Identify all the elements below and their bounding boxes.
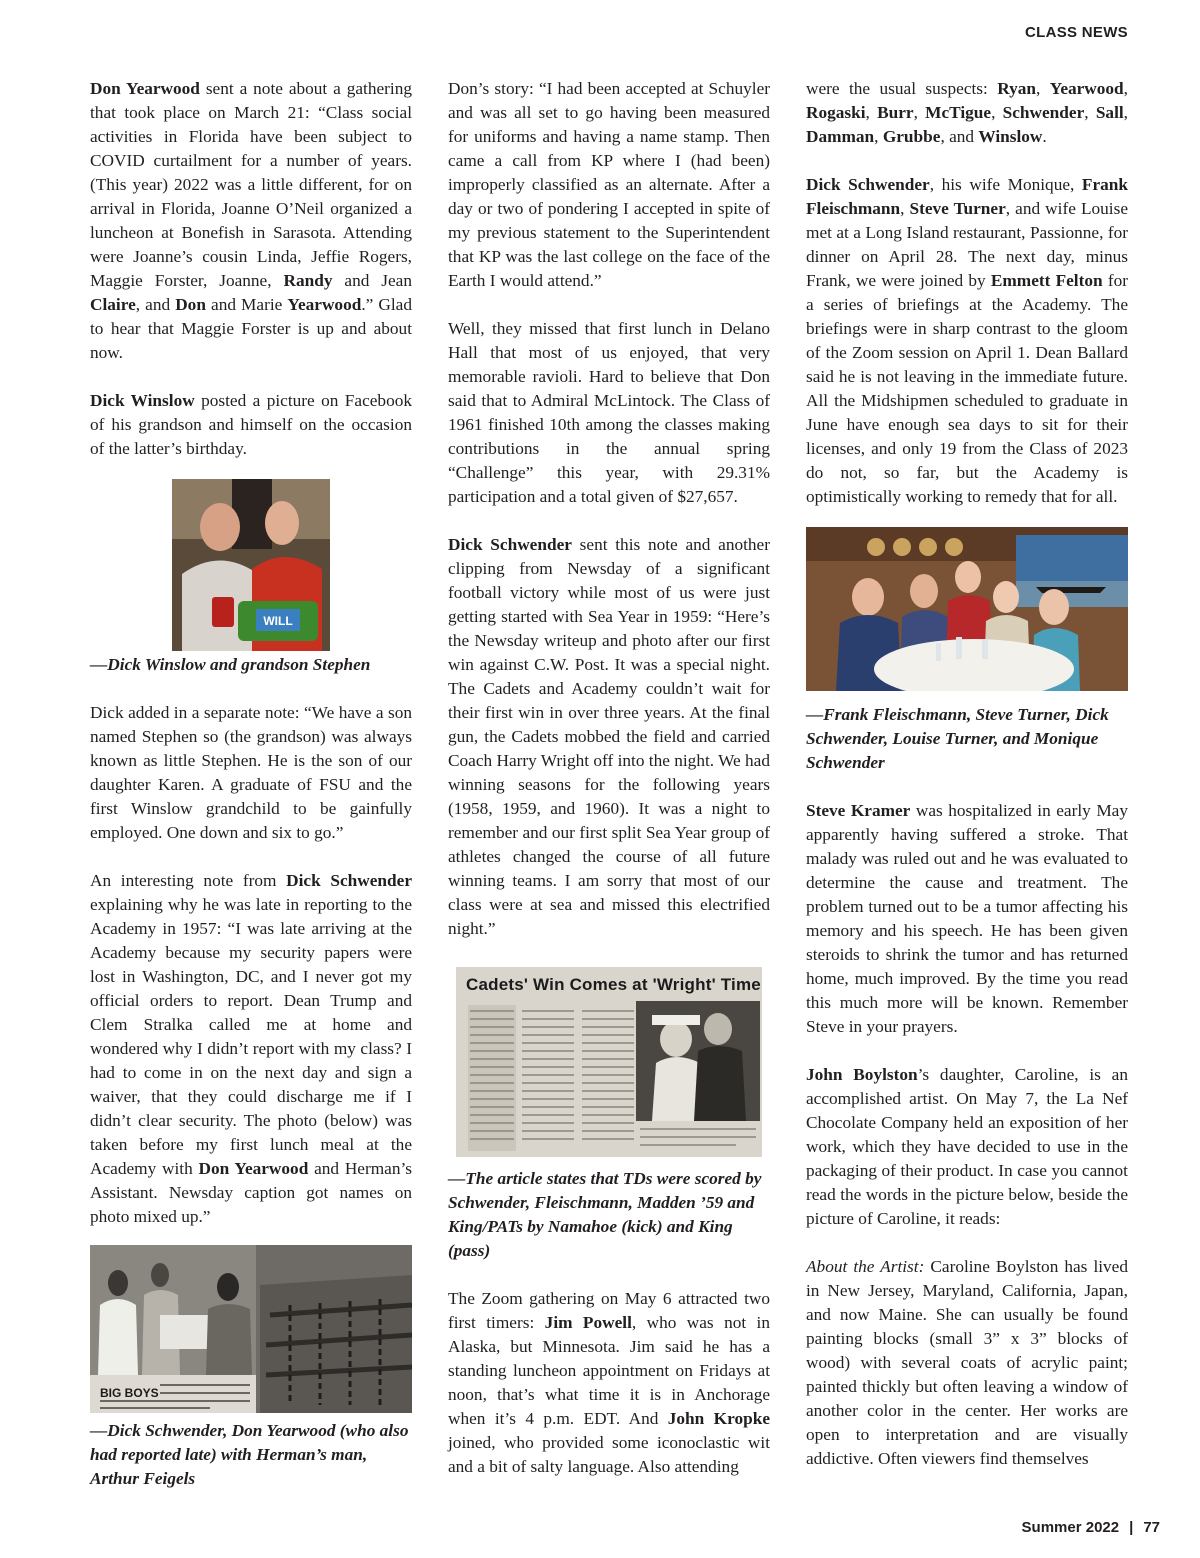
text: sent a note about a gathering that took place on March 21: “Class social activities in Florida have been subject to COVID curtailment for a number of years. (This year) 2022 was a little different, for on arrival in Florida, Joanne O’Neil organized a luncheon at Bonefish in Sarasota. Attending were Joanne’s cousin Linda, Jeffie Rogers, Maggie Forster, Joanne, [90,79,412,290]
text: , and [135,295,176,314]
paragraph-winslow-post [90,389,412,461]
text: sent this note and another clipping from Newsday of a significant football victory while most of us were just getting started with Sea Year in 1959: “Here’s the Newsday writeup and photo after our first win against C.W. Post. It was a special night. The Cadets and Academy couldn’t wait for their first win in over three years. At the final gun, the Cadets mobbed the field and carried Coach Harry Wright off into the night. We had winning seasons for the following years (1958, 1959, and 1960). It was a night to remember and our first split Sea Year group of athletes changed the course of all future winning teams. I am sorry that most of our class were at sea and missed this electrified night.” [448,535,770,938]
name-bold: Randy [283,271,333,290]
paragraph-boylston-daughter [806,1063,1128,1231]
paragraph-about-the-artist [806,1255,1128,1471]
photo-big-boys-clipping [90,1245,412,1413]
text: was hospitalized in early May apparently having suffered a stroke. That malady was ruled out and he was evaluated to determine the cause and treatment. The problem turned out to be a tumor affecting his memory and his speech. He has been given steroids to shrink the tumor and has returned home, much improved. By the time you read this much more will be known. Remember Steve in your prayers. [806,801,1128,1036]
page-footer [1022,1519,1160,1536]
text: Caroline Boylston has lived in New Jersey, Maryland, California, Japan, and now Maine. She can usually be found painting blocks (small 3” x 3” blocks of wood) with several coats of acrylic paint; painted thickly but often leaving a window of another color in the center. Her works are open to interpretation and are visually addictive. Often viewers find themselves [806,1257,1128,1468]
paragraph-schwender-late [90,869,412,1229]
name-bold: Burr [877,103,914,122]
photo-wright-time-clipping [456,967,762,1157]
paragraph-football-clipping [448,533,770,941]
paragraph-dons-story: Don’s story: “I had been accepted at Schuyler and was all set to go having been measured for uniforms and having a name stamp. Then came a call from KP where I (had been) improperly classified as an alternate. After a day or two of pondering I accepted in spite of my previous statement to the Superintendent that KP was the last college on the face of the Earth I would attend.” [448,79,770,290]
name-bold: McTigue [925,103,992,122]
name-bold: Grubbe [882,127,941,146]
name-bold: Yearwood [287,295,362,314]
name-bold: Don Yearwood [90,79,200,98]
paragraph-stephen-note: Dick added in a separate note: “We have a son named Stephen so (the grandson) was always known as little Stephen. He is the son of our daughter Karen. A graduate of FSU and the first Winslow grandchild to be gainfully employed. One down and six to go.” [90,703,412,842]
name-bold: Ryan [997,79,1036,98]
paragraph-long-island-dinner [806,173,1128,509]
paragraph-yearwood-gathering [90,77,412,365]
issue-label: Summer 2022 [1021,1519,1120,1536]
text: , his wife Monique, [929,175,1082,194]
text: and Jean [332,271,412,290]
paragraph-zoom-gathering [448,1287,770,1479]
clipping-headline: Cadets' Win Comes at 'Wright' Time [466,975,761,994]
name-bold: Dick Schwender [448,535,572,554]
name-bold: Sall [1095,103,1124,122]
text: were the usual suspects: [806,79,998,98]
caption-wright-time: —The article states that TDs were scored by Schwender, Fleischmann, Madden ’59 and King/PATs by Namahoe (kick) and King (pass) [448,1169,762,1260]
caption-big-boys: —Dick Schwender, Don Yearwood (who also had reported late) with Herman’s man, Arthur Feigels [90,1421,409,1488]
text: ’s daughter, Caroline, is an accomplished artist. On May 7, the La Nef Chocolate Company held an exposition of her work, which they have decided to use in the packaging of their product. In case you cannot read the words in the picture below, beside the picture of Caroline, it reads: [806,1065,1128,1228]
clipping-heading: BIG BOYS [100,1386,159,1400]
italic-lead: About the Artist: [806,1257,925,1276]
name-bold: Dick Winslow [90,391,195,410]
name-bold: Yearwood [1049,79,1124,98]
text: , who was not in Alaska, but Minnesota. Jim said he has a standing luncheon appointment on Fridays at noon, that’s what time it is in Anchorage when it’s 4 p.m. EDT. And [448,1313,771,1428]
footer-separator: | [1129,1519,1134,1536]
name-bold: Don [175,295,206,314]
text: , and wife Louise met at a Long Island restaurant, Passionne, for dinner on April 28. The next day, minus Frank, we were joined by [806,199,1128,290]
column-1 [90,77,412,1515]
paragraph-delano-hall: Well, they missed that first lunch in Delano Hall that most of us enjoyed, that very memorable ravioli. Hard to believe that Don said that to Admiral McLintock. The Class of 1961 finished 10th among the classes making contributions in the annual spring “Challenge” this year, with 29.31% participation and a total given of $27,657. [448,319,770,506]
name-bold: Claire [90,295,136,314]
text: .” Glad to hear that Maggie Forster is up and about now. [90,295,412,362]
name-bold: John Boylston [806,1065,918,1084]
name-bold: Damman [806,127,875,146]
name-bold: Don Yearwood [198,1159,309,1178]
paragraph-usual-suspects: were the usual suspects: Ryan, Yearwood, Rogaski, Burr, McTigue, Schwender, Sall, Damman, Grubbe, and Winslow. [806,79,1128,146]
paragraph-steve-kramer [806,799,1128,1039]
name-bold: Steve Kramer [806,801,911,820]
photo-restaurant-image [806,527,1128,691]
page-number: 77 [1143,1519,1160,1536]
name-bold: Jim Powell [544,1313,632,1332]
text: An interesting note from [90,871,287,890]
text: . [1042,127,1047,146]
cake-text: WILL [263,614,293,628]
name-bold: Winslow [978,127,1043,146]
name-bold: John Kropke [667,1409,770,1428]
name-bold: Rogaski [806,103,866,122]
text: , [900,199,910,218]
column-2 [448,77,770,1479]
text: explaining why he was late in reporting to the Academy in 1957: “I was late arriving at the Academy because my security papers were lost in Washington, DC, and I never got my official orders to report. Dean Trump and Clem Stralka called me at home and wondered why I didn’t report with my class? I had to come in on the next day and sign a waiver, that they could discharge me if I didn’t clear security. The photo (below) was taken before my first lunch meal at the Academy with [90,895,412,1178]
photo-winslow-grandson-image [172,479,330,651]
name-bold: Frank Fleischmann [806,175,1128,218]
name-bold: Schwender [1002,103,1085,122]
name-bold: Steve Turner [909,199,1006,218]
text: posted a picture on Facebook of his grandson and himself on the occasion of the latter’s birthday. [90,391,412,458]
photo-restaurant-dinner [806,527,1128,691]
photo-winslow-grandson [172,479,330,651]
text: joined, who provided some iconoclastic wit and a bit of salty language. Also attending [448,1433,770,1476]
caption-restaurant: —Frank Fleischmann, Steve Turner, Dick Schwender, Louise Turner, and Monique Schwender [806,705,1109,772]
text: The Zoom gathering on May 6 attracted two first timers: [448,1289,770,1332]
name-bold: Dick Schwender [806,175,930,194]
section-label: CLASS NEWS [1024,24,1128,41]
caption-winslow: —Dick Winslow and grandson Stephen [90,655,371,674]
column-3 [806,77,1128,1471]
text: and [949,127,975,146]
text: for a series of briefings at the Academy. The briefings were in sharp contrast to the gloom of the Zoom session on April 1. Dean Ballard said he is not leaving in the immediate future. All the Midshipmen scheduled to graduate in June have enough sea days to sit for their licenses, and only 19 from the Class of 2023 do not, so far, but the Academy is optimistically working to remedy that for all. [806,271,1128,506]
name-bold: Emmett Felton [990,271,1103,290]
text: and Marie [205,295,288,314]
text: and Herman’s Assistant. Newsday caption got names on photo mixed up.” [90,1159,413,1226]
name-bold: Dick Schwender [286,871,412,890]
